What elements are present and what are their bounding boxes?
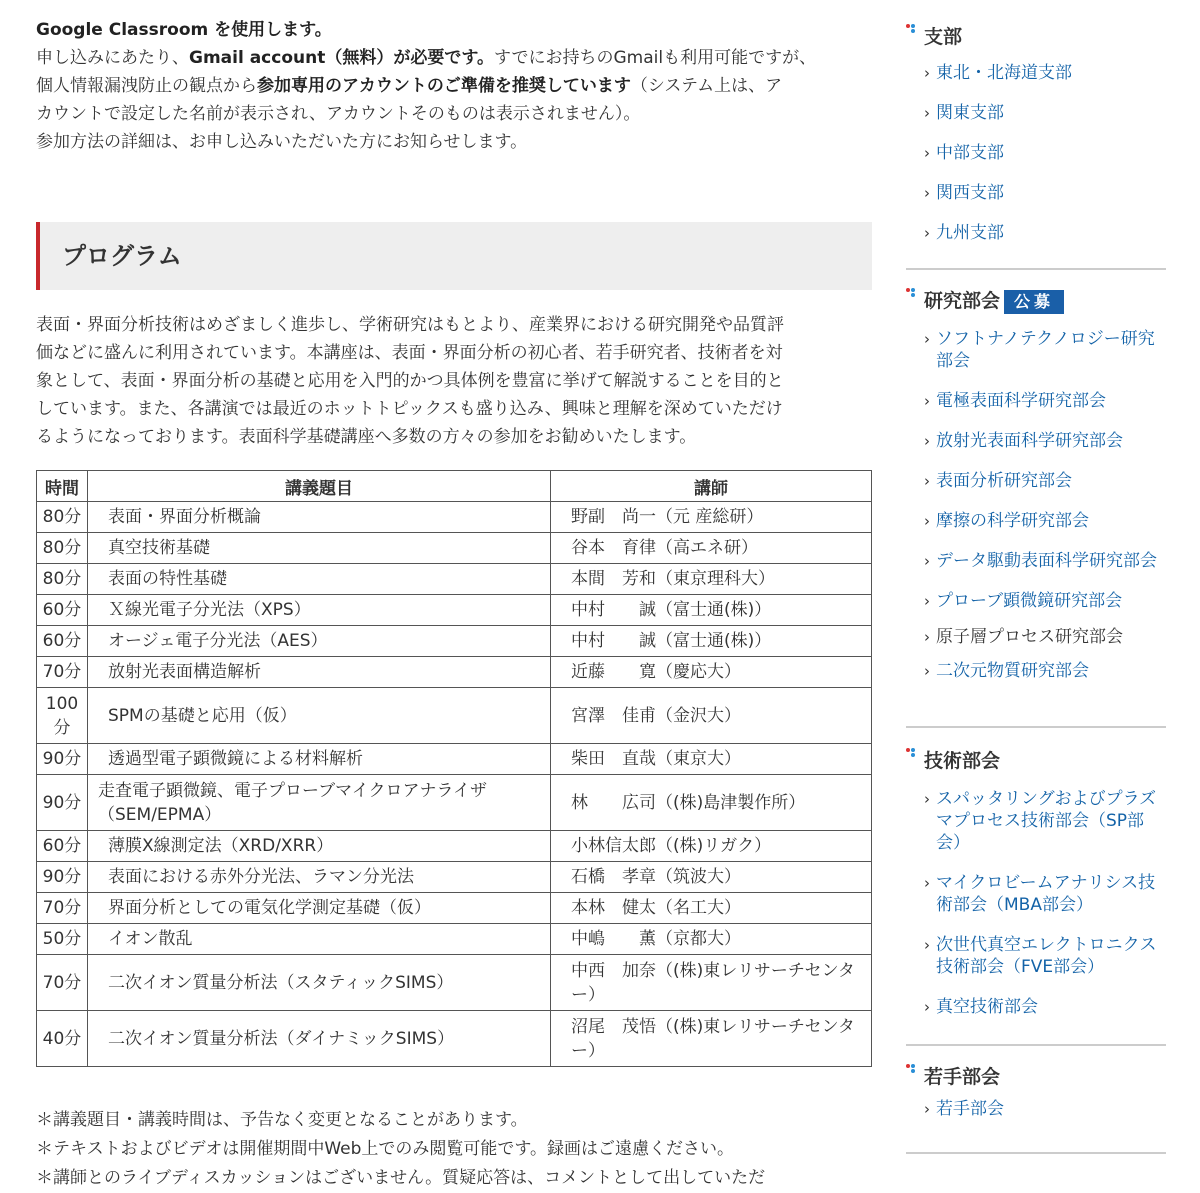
table-row [37,744,872,775]
chevron-right-icon: › [924,432,930,450]
table-row [37,502,872,533]
table-row [37,688,872,744]
cell-time: 60分 [37,626,88,657]
sidebar-title-text: 支部 [924,26,963,48]
sidebar-link[interactable] [906,996,1166,1018]
technical-list [906,788,1166,1018]
sidebar-title-text: 研究部会 [924,290,1001,312]
chevron-right-icon: › [924,512,930,530]
sidebar-title-young [906,1062,1166,1092]
recruit-badge[interactable]: 公募 [1004,290,1064,314]
cell-time: 90分 [37,775,88,831]
cell-title: 走査電子顕微鏡、電子プローブマイクロアナライザ（SEM/EPMA） [88,775,551,831]
cell-lecturer: 中村 誠（富士通(株)） [551,626,872,657]
cell-time: 70分 [37,893,88,924]
intro-line2a: 申し込みにあたり、 [36,48,189,68]
intro-line1: Google Classroom を使用します。 [36,20,332,40]
sidebar-research [906,286,1166,728]
note-line: ＊講義題目・講義時間は、予告なく変更となることがあります。 [36,1110,528,1130]
cell-lecturer: 林 広司（(株)島津製作所） [551,775,872,831]
sidebar-link-label: 東北・北海道支部 [936,63,1072,83]
table-row [37,626,872,657]
sidebar-link[interactable] [906,660,1166,682]
chevron-right-icon: › [924,998,930,1016]
cell-lecturer: 中西 加奈（(株)東レリサーチセンター） [551,955,872,1011]
description-line: 表面・界面分析技術はめざましく進歩し、学術研究はもとより、産業界における研究開発や品質評 [36,315,784,335]
chevron-right-icon: › [924,874,930,892]
sidebar-link-label: 中部支部 [936,143,1004,163]
cell-lecturer: 近藤 寛（慶応大） [551,657,872,688]
dots-icon [906,24,918,36]
table-row [37,657,872,688]
cell-lecturer: 沼尾 茂悟（(株)東レリサーチセンター） [551,1011,872,1067]
intro-line3-bold: 参加専用のアカウントのご準備を推奨しています [257,76,631,96]
description-line: 象として、表面・界面分析の基礎と応用を入門的かつ具体例を豊富に挙げて解説することを目的と [36,371,784,391]
cell-time: 80分 [37,564,88,595]
sidebar-young [906,1062,1166,1154]
table-row [37,775,872,831]
chevron-right-icon: › [924,662,930,680]
chevron-right-icon: › [924,628,930,646]
cell-title: 二次イオン質量分析法（スタティックSIMS） [88,955,551,1011]
cell-title: 界面分析としての電気化学測定基礎（仮） [88,893,551,924]
sidebar-link[interactable] [906,934,1166,978]
sidebar-link-label: 九州支部 [936,223,1004,243]
note-line: ＊講師とのライブディスカッションはございません。質疑応答は、コメントとして出していただ [36,1168,766,1188]
intro-line3a: 個人情報漏洩防止の観点から [36,76,257,96]
cell-title: オージェ電子分光法（AES） [88,626,551,657]
cell-lecturer: 野副 尚一（元 産総研） [551,502,872,533]
sidebar-link[interactable] [906,626,1166,648]
sidebar-technical [906,746,1166,1046]
sidebar-title-technical [906,746,1166,776]
sidebar-link-label: 摩擦の科学研究部会 [936,511,1089,531]
chevron-right-icon: › [924,592,930,610]
chevron-right-icon: › [924,64,930,82]
table-row [37,564,872,595]
intro-line5: 参加方法の詳細は、お申し込みいただいた方にお知らせします。 [36,132,528,152]
table-row [37,595,872,626]
sidebar-link-label: 二次元物質研究部会 [936,661,1089,681]
cell-time: 40分 [37,1011,88,1067]
sidebar-link[interactable] [906,142,1166,164]
cell-time: 60分 [37,595,88,626]
program-heading [36,222,872,290]
cell-time: 90分 [37,744,88,775]
sidebar-link[interactable] [906,328,1166,372]
intro-line3b: （システム上は、ア [630,76,783,96]
description-line: しています。また、各講演では最近のホットトピックスも盛り込み、興味と理解を深めていただけ [36,399,783,419]
program-table [36,470,872,1067]
cell-lecturer: 宮澤 佳甫（金沢大） [551,688,872,744]
sidebar-title-text: 若手部会 [924,1066,1001,1088]
description-line: 価などに盛んに利用されています。本講座は、表面・界面分析の初心者、若手研究者、技術者を対 [36,343,783,363]
notes [36,1106,872,1193]
sidebar-title-research [906,286,1166,316]
cell-lecturer: 谷本 育律（高エネ研） [551,533,872,564]
sidebar-title-branches [906,22,1166,52]
chevron-right-icon: › [924,144,930,162]
sidebar-link[interactable] [906,470,1166,492]
sidebar-link-label: 真空技術部会 [936,997,1038,1017]
young-list [906,1098,1166,1120]
note-line: ＊テキストおよびビデオは開催期間中Web上でのみ閲覧可能です。録画はご遠慮ください。 [36,1139,735,1159]
chevron-right-icon: › [924,1100,930,1118]
sidebar-link-label: スパッタリングおよびプラズマプロセス技術部会（SP部会） [936,789,1157,853]
sidebar-link[interactable] [906,390,1166,412]
cell-title: SPMの基礎と応用（仮） [88,688,551,744]
sidebar-link-label: 放射光表面科学研究部会 [936,431,1123,451]
cell-title: 放射光表面構造解析 [88,657,551,688]
program-description [36,311,872,451]
cell-time: 70分 [37,955,88,1011]
cell-lecturer: 柴田 直哉（東京大） [551,744,872,775]
sidebar-link-label: マイクロビームアナリシス技術部会（MBA部会） [936,873,1156,915]
sidebar-link[interactable] [906,1098,1166,1120]
cell-title: 表面・界面分析概論 [88,502,551,533]
sidebar-title-text: 技術部会 [924,750,1001,772]
table-row [37,1011,872,1067]
sidebar-link-label: 原子層プロセス研究部会 [936,627,1123,647]
chevron-right-icon: › [924,224,930,242]
table-row [37,831,872,862]
sidebar-link[interactable] [906,62,1166,84]
cell-lecturer: 中嶋 薫（京都大） [551,924,872,955]
chevron-right-icon: › [924,790,930,808]
sidebar-link-label: ソフトナノテクノロジー研究部会 [936,329,1155,371]
table-row [37,924,872,955]
cell-time: 90分 [37,862,88,893]
header-lecturer: 講師 [551,471,872,502]
chevron-right-icon: › [924,936,930,954]
cell-lecturer: 本林 健太（名工大） [551,893,872,924]
sidebar-link-label: プローブ顕微鏡研究部会 [936,591,1123,611]
chevron-right-icon: › [924,184,930,202]
cell-title: 薄膜X線測定法（XRD/XRR） [88,831,551,862]
program-title: プログラム [62,242,182,270]
cell-title: 真空技術基礎 [88,533,551,564]
cell-time: 80分 [37,533,88,564]
cell-lecturer: 本間 芳和（東京理科大） [551,564,872,595]
cell-time: 50分 [37,924,88,955]
sidebar-link[interactable] [906,430,1166,452]
cell-title: 二次イオン質量分析法（ダイナミックSIMS） [88,1011,551,1067]
sidebar-link[interactable] [906,182,1166,204]
cell-time: 70分 [37,657,88,688]
sidebar-link[interactable] [906,590,1166,612]
cell-time: 80分 [37,502,88,533]
research-list [906,328,1166,682]
intro-text [36,16,872,156]
header-time: 時間 [37,471,88,502]
sidebar-link-label: 表面分析研究部会 [936,471,1072,491]
sidebar-link-label: 次世代真空エレクトロニクス技術部会（FVE部会） [936,935,1157,977]
sidebar-branches [906,22,1166,270]
cell-lecturer: 小林信太郎（(株)リガク） [551,831,872,862]
sidebar-link[interactable] [906,102,1166,124]
cell-title: 表面における赤外分光法、ラマン分光法 [88,862,551,893]
table-row [37,955,872,1011]
chevron-right-icon: › [924,552,930,570]
chevron-right-icon: › [924,392,930,410]
cell-lecturer: 中村 誠（富士通(株)） [551,595,872,626]
sidebar-link[interactable] [906,510,1166,532]
sidebar-link[interactable] [906,550,1166,572]
table-row [37,533,872,564]
sidebar-link-label: 関西支部 [936,183,1004,203]
table-row [37,862,872,893]
description-line: るようになっております。表面科学基礎講座へ多数の方々の参加をお勧めいたします。 [36,427,697,447]
intro-line2b: すでにお持ちのGmailも利用可能ですが、 [494,48,817,68]
cell-title: 透過型電子顕微鏡による材料解析 [88,744,551,775]
sidebar-link-label: 若手部会 [936,1099,1004,1119]
cell-lecturer: 石橋 孝章（筑波大） [551,862,872,893]
cell-time: 60分 [37,831,88,862]
dots-icon [906,1064,918,1076]
cell-title: Ｘ線光電子分光法（XPS） [88,595,551,626]
branches-list [906,62,1166,244]
cell-title: イオン散乱 [88,924,551,955]
sidebar-link[interactable] [906,788,1166,854]
cell-title: 表面の特性基礎 [88,564,551,595]
intro-line2-bold: Gmail account（無料）が必要です。 [189,48,494,68]
cell-time: 100分 [37,688,88,744]
dots-icon [906,288,918,300]
header-title: 講義題目 [88,471,551,502]
chevron-right-icon: › [924,472,930,490]
sidebar-link-label: データ駆動表面科学研究部会 [936,551,1157,571]
table-row [37,893,872,924]
table-header-row [37,471,872,502]
sidebar-link[interactable] [906,872,1166,916]
chevron-right-icon: › [924,104,930,122]
sidebar-link[interactable] [906,222,1166,244]
chevron-right-icon: › [924,330,930,348]
dots-icon [906,748,918,760]
sidebar-link-label: 関東支部 [936,103,1004,123]
sidebar-link-label: 電極表面科学研究部会 [936,391,1106,411]
intro-line4: カウントで設定した名前が表示され、アカウントそのものは表示されません）。 [36,104,641,124]
